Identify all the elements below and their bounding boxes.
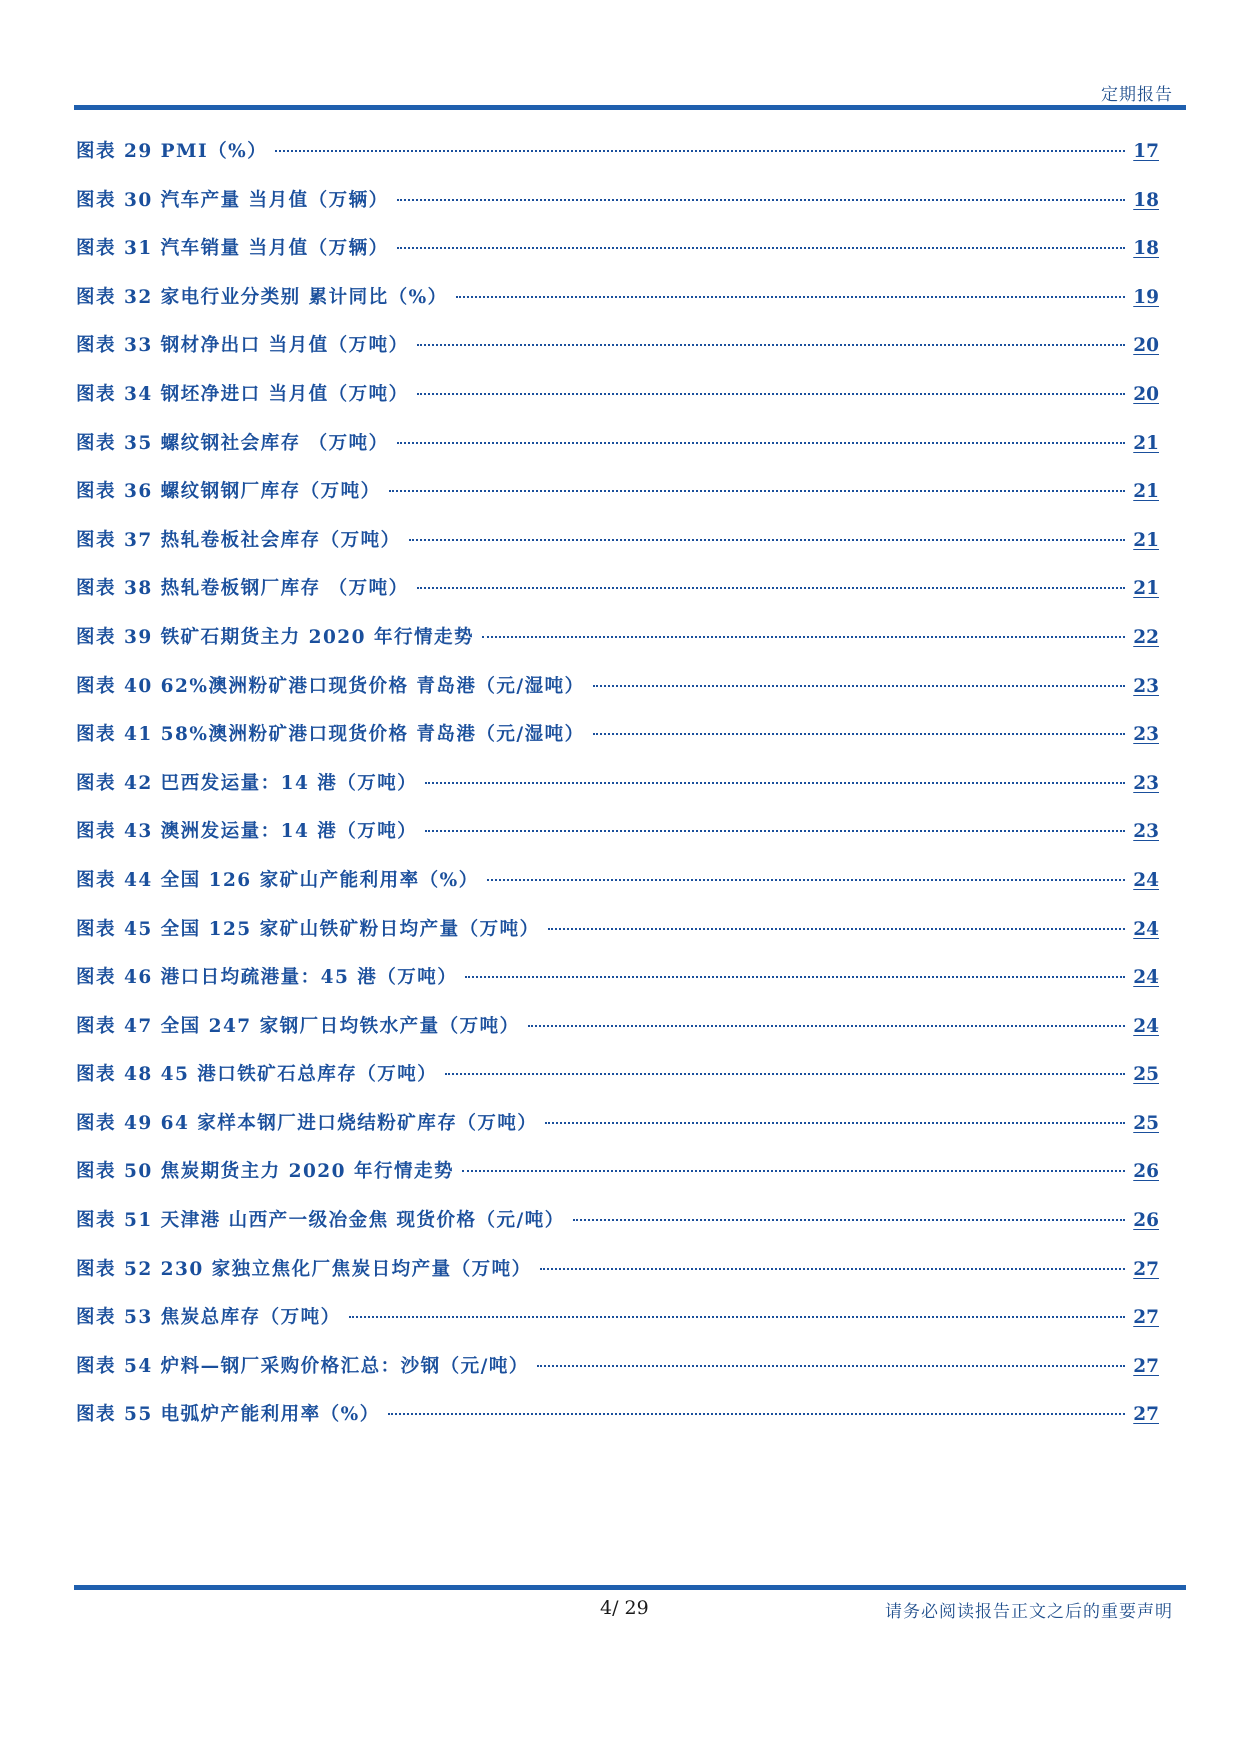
toc-entry-label: 图表 52 230 家独立焦化厂焦炭日均产量（万吨） xyxy=(76,1258,532,1280)
toc-entry-label: 图表 41 58%澳洲粉矿港口现货价格 青岛港（元/湿吨） xyxy=(76,724,585,746)
toc-entry-label: 图表 40 62%澳洲粉矿港口现货价格 青岛港（元/湿吨） xyxy=(76,675,585,697)
toc-entry-label: 图表 47 全国 247 家钢厂日均铁水产量（万吨） xyxy=(76,1015,520,1037)
toc-page-link[interactable]: 23 xyxy=(1133,772,1159,794)
toc-entry[interactable] xyxy=(76,380,1159,429)
toc-entry[interactable] xyxy=(76,915,1159,964)
toc-entry-label: 图表 49 64 家样本钢厂进口烧结粉矿库存（万吨） xyxy=(76,1112,538,1134)
toc-entry-label: 图表 32 家电行业分类别 累计同比（%） xyxy=(76,286,448,308)
toc-entry[interactable] xyxy=(76,1206,1159,1255)
toc-entry-label: 图表 37 热轧卷板社会库存（万吨） xyxy=(76,529,401,551)
dot-leader xyxy=(593,733,1126,735)
toc-entry[interactable] xyxy=(76,1303,1159,1352)
dot-leader xyxy=(593,685,1126,687)
toc-page-link[interactable]: 25 xyxy=(1133,1064,1159,1086)
toc-page-link[interactable]: 21 xyxy=(1133,481,1159,503)
toc-entry-label: 图表 35 螺纹钢社会库存 （万吨） xyxy=(76,432,389,454)
table-of-figures xyxy=(76,137,1159,1449)
dot-leader xyxy=(417,344,1126,346)
dot-leader xyxy=(425,782,1125,784)
toc-page-link[interactable]: 24 xyxy=(1133,967,1159,989)
dot-leader xyxy=(388,1413,1126,1415)
toc-entry[interactable] xyxy=(76,477,1159,526)
toc-entry[interactable] xyxy=(76,186,1159,235)
dot-leader xyxy=(397,199,1126,201)
toc-page-link[interactable]: 23 xyxy=(1133,675,1159,697)
header-divider xyxy=(74,105,1186,110)
toc-entry-label: 图表 44 全国 126 家矿山产能利用率（%） xyxy=(76,869,479,891)
toc-entry-label: 图表 29 PMI（%） xyxy=(76,141,268,162)
toc-page-link[interactable]: 18 xyxy=(1133,238,1159,260)
toc-page-link[interactable]: 25 xyxy=(1133,1112,1159,1134)
toc-page-link[interactable]: 24 xyxy=(1133,1015,1159,1037)
dot-leader xyxy=(540,1268,1126,1270)
toc-entry[interactable] xyxy=(76,1109,1159,1158)
toc-page-link[interactable]: 22 xyxy=(1133,626,1159,648)
dot-leader xyxy=(545,1122,1125,1124)
toc-entry[interactable] xyxy=(76,283,1159,332)
dot-leader xyxy=(349,1316,1126,1318)
toc-entry-label: 图表 45 全国 125 家矿山铁矿粉日均产量（万吨） xyxy=(76,918,540,940)
toc-entry[interactable] xyxy=(76,672,1159,721)
dot-leader xyxy=(425,830,1125,832)
dot-leader xyxy=(409,539,1126,541)
toc-entry[interactable] xyxy=(76,963,1159,1012)
toc-page-link[interactable]: 26 xyxy=(1133,1161,1159,1183)
toc-page-link[interactable]: 20 xyxy=(1133,383,1159,405)
dot-leader xyxy=(482,636,1125,638)
dot-leader xyxy=(548,928,1126,930)
toc-entry-label: 图表 43 澳洲发运量：14 港（万吨） xyxy=(76,821,418,843)
toc-entry[interactable] xyxy=(76,137,1159,186)
toc-page-link[interactable]: 21 xyxy=(1133,578,1159,600)
toc-page-link[interactable]: 24 xyxy=(1133,918,1159,940)
toc-entry-label: 图表 46 港口日均疏港量：45 港（万吨） xyxy=(76,967,458,989)
dot-leader xyxy=(528,1025,1126,1027)
toc-entry[interactable] xyxy=(76,1352,1159,1401)
toc-page-link[interactable]: 26 xyxy=(1133,1210,1159,1232)
footer-divider xyxy=(74,1585,1186,1590)
dot-leader xyxy=(417,393,1126,395)
toc-entry-label: 图表 54 炉料—钢厂采购价格汇总：沙钢（元/吨） xyxy=(76,1355,529,1377)
toc-entry[interactable] xyxy=(76,331,1159,380)
toc-page-link[interactable]: 23 xyxy=(1133,821,1159,843)
toc-page-link[interactable]: 21 xyxy=(1133,529,1159,551)
toc-entry[interactable] xyxy=(76,623,1159,672)
toc-entry-label: 图表 36 螺纹钢钢厂库存（万吨） xyxy=(76,481,381,503)
dot-leader xyxy=(397,442,1126,444)
toc-page-link[interactable]: 21 xyxy=(1133,432,1159,454)
toc-entry-label: 图表 39 铁矿石期货主力 2020 年行情走势 xyxy=(76,626,474,648)
dot-leader xyxy=(487,879,1126,881)
toc-entry[interactable] xyxy=(76,1157,1159,1206)
report-type-label: 定期报告 xyxy=(1101,85,1173,105)
dot-leader xyxy=(389,490,1126,492)
toc-entry-label: 图表 55 电弧炉产能利用率（%） xyxy=(76,1404,380,1426)
toc-entry[interactable] xyxy=(76,429,1159,478)
toc-page-link[interactable]: 19 xyxy=(1133,286,1159,308)
toc-entry-label: 图表 30 汽车产量 当月值（万辆） xyxy=(76,189,389,211)
footer-disclaimer: 请务必阅读报告正文之后的重要声明 xyxy=(885,1602,1173,1622)
toc-entry[interactable] xyxy=(76,1255,1159,1304)
toc-entry-label: 图表 42 巴西发运量：14 港（万吨） xyxy=(76,772,418,794)
toc-entry[interactable] xyxy=(76,1400,1159,1449)
toc-page-link[interactable]: 18 xyxy=(1133,189,1159,211)
dot-leader xyxy=(417,587,1126,589)
toc-page-link[interactable]: 23 xyxy=(1133,724,1159,746)
toc-entry[interactable] xyxy=(76,574,1159,623)
toc-entry[interactable] xyxy=(76,1012,1159,1061)
toc-entry-label: 图表 34 钢坯净进口 当月值（万吨） xyxy=(76,383,409,405)
toc-page-link[interactable]: 24 xyxy=(1133,869,1159,891)
toc-entry[interactable] xyxy=(76,526,1159,575)
toc-entry[interactable] xyxy=(76,866,1159,915)
toc-page-link[interactable]: 27 xyxy=(1133,1307,1159,1329)
toc-page-link[interactable]: 27 xyxy=(1133,1258,1159,1280)
dot-leader xyxy=(465,976,1125,978)
toc-page-link[interactable]: 27 xyxy=(1133,1355,1159,1377)
toc-entry-label: 图表 33 钢材净出口 当月值（万吨） xyxy=(76,335,409,357)
dot-leader xyxy=(275,150,1125,152)
toc-entry[interactable] xyxy=(76,769,1159,818)
dot-leader xyxy=(397,247,1126,249)
toc-page-link[interactable]: 27 xyxy=(1133,1404,1159,1426)
toc-page-link[interactable]: 20 xyxy=(1133,335,1159,357)
toc-entry-label: 图表 31 汽车销量 当月值（万辆） xyxy=(76,238,389,260)
toc-entry[interactable] xyxy=(76,1060,1159,1109)
toc-page-link[interactable]: 17 xyxy=(1133,141,1159,162)
toc-entry-label: 图表 51 天津港 山西产一级冶金焦 现货价格（元/吨） xyxy=(76,1210,565,1232)
toc-entry[interactable] xyxy=(76,234,1159,283)
toc-entry[interactable] xyxy=(76,720,1159,769)
dot-leader xyxy=(537,1365,1125,1367)
toc-entry-label: 图表 50 焦炭期货主力 2020 年行情走势 xyxy=(76,1161,454,1183)
page-number: 4/ 29 xyxy=(600,1597,649,1619)
dot-leader xyxy=(445,1073,1125,1075)
toc-entry-label: 图表 53 焦炭总库存（万吨） xyxy=(76,1307,341,1329)
dot-leader xyxy=(456,296,1126,298)
toc-entry-label: 图表 38 热轧卷板钢厂库存 （万吨） xyxy=(76,578,409,600)
dot-leader xyxy=(462,1170,1125,1172)
toc-entry-label: 图表 48 45 港口铁矿石总库存（万吨） xyxy=(76,1064,438,1086)
dot-leader xyxy=(573,1219,1125,1221)
toc-entry[interactable] xyxy=(76,817,1159,866)
